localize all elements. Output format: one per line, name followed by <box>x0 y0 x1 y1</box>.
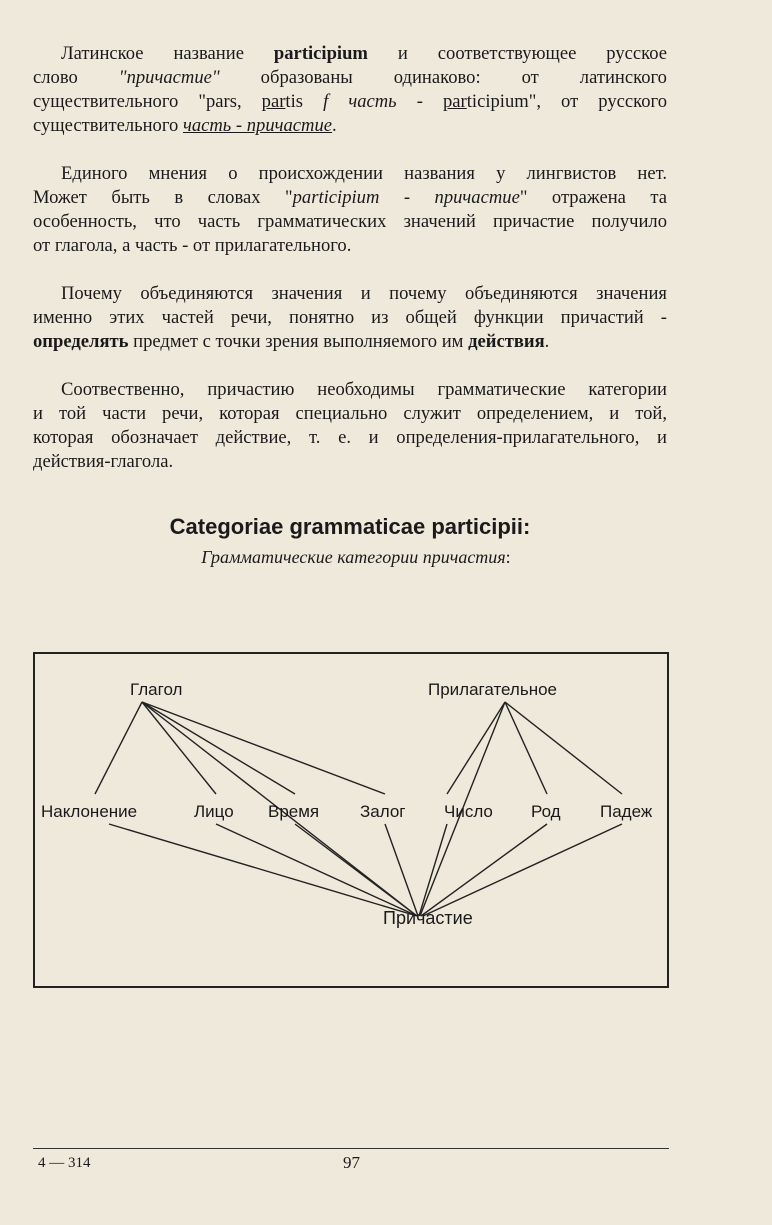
line-gender-participle <box>421 824 547 916</box>
line-verb-tense <box>142 702 295 794</box>
p2-line-4: от глагола, а часть - от прилагательного. <box>33 235 352 256</box>
footer-rule <box>33 1148 669 1149</box>
printer-signature: 4 — 314 <box>38 1155 91 1171</box>
p1-line-1: Латинское название participium и соответствующее русское <box>61 43 667 64</box>
label-voice: Залог <box>360 802 406 821</box>
p2-line-1: Единого мнения о происхождении названия у лингвистов нет. <box>61 163 667 184</box>
p4-line-4: действия-глагола. <box>33 451 174 472</box>
label-gender: Род <box>531 802 561 821</box>
line-verb-mood <box>95 702 142 794</box>
term-participium: participium <box>273 43 368 64</box>
p2-line-2: Может быть в словах "participium - причастие" отражена та <box>33 187 667 208</box>
label-mood: Наклонение <box>41 802 138 821</box>
line-tense-participle <box>295 824 417 916</box>
p3-line-1: Почему объединяются значения и почему объединяются значения <box>61 283 667 304</box>
p4-line-2: и той части речи, которая специально служит определением, и той, <box>33 403 667 424</box>
p1-line-2: слово "причастие" образованы одинаково: от латинского <box>33 67 667 88</box>
label-tense: Время <box>268 802 320 821</box>
p1-line-4: существительного часть - причастие. <box>33 115 337 136</box>
line-case-participle <box>423 824 622 916</box>
p1-line-3: существительного "pars, partis f часть - participium", от русского <box>33 91 667 112</box>
label-case: Падеж <box>600 802 653 821</box>
label-participle: Причастие <box>383 908 473 928</box>
line-number-participle <box>419 824 447 916</box>
label-adjective: Прилагательное <box>428 680 558 699</box>
label-number: Число <box>444 802 493 821</box>
line-voice-participle <box>385 824 418 916</box>
p2-line-3: особенность, что часть грамматических значений причастие получило <box>33 211 667 232</box>
categories-diagram <box>33 652 669 988</box>
line-mood-participle <box>109 824 417 916</box>
paragraph-2 <box>33 162 667 258</box>
p4-line-1: Соотвественно, причастию необходимы грамматические категории <box>61 379 667 400</box>
label-verb: Глагол <box>130 680 183 699</box>
p3-line-3: определять предмет с точки зрения выполняемого им действия. <box>33 331 550 352</box>
line-adj-gender <box>505 702 547 794</box>
p3-line-2: именно этих частей речи, понятно из общей функции причастий - <box>33 307 667 328</box>
paragraph-4 <box>33 378 667 474</box>
line-adj-case <box>505 702 622 794</box>
paragraph-1 <box>33 42 667 138</box>
paragraph-3 <box>33 282 667 354</box>
section-heading: Categoriae grammaticae participii: <box>169 514 531 539</box>
page-number: 97 <box>343 1153 360 1172</box>
diagram-lines <box>35 654 671 990</box>
p4-line-3: которая обозначает действие, т. е. и определения-прилагательного, и <box>33 427 667 448</box>
section-subheading: Грамматические категории причастия: <box>201 547 511 567</box>
line-adj-number <box>447 702 505 794</box>
label-person: Лицо <box>194 802 234 821</box>
term-prichastie: "причастие" <box>118 67 220 88</box>
